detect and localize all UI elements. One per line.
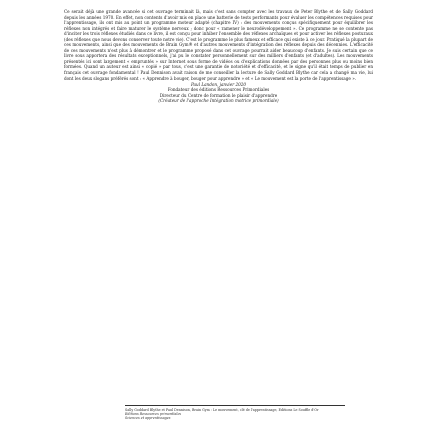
signature-title-2: Directeur du Centre de formation le plaisir d'apprendre — [159, 92, 278, 98]
signature-date: Paul Landon, janvier 2020 — [190, 81, 247, 87]
footnote-divider — [125, 405, 345, 406]
signature-block — [64, 82, 373, 104]
signature-title-1: Fondateur des éditions Ressources Primordiales — [167, 87, 270, 93]
footnote-line-1: Sally Goddard Blythe et Paul Dennison, Brain Gym : Le mouvement, clé de l'apprentissage, Éditions Le Souffle d'Or — [125, 408, 319, 412]
footnote-line-3: Sciences et apprentissages — [125, 416, 171, 421]
signature-title-3: (Créateur de l'approche Intégration motrice primordiale) — [158, 98, 279, 104]
footnote-block — [125, 405, 345, 421]
footnote-line-2: Éditions Ressources primordiales — [125, 412, 182, 417]
body-paragraph: Ce serait déjà une grande avancée si cet ouvrage terminait là, mais c'est sans compter avec les travaux de Peter Blythe et de Sally Goddard depuis les années 1970. En effet, non contents d'avoir mis en place une batterie de tests performants pour évaluer les compétences requises pour l'apprentissage, ils ont mis au point un programme moteur adapté (chapitre IV) : des mouvements conçus spécifiquement pour équilibrer les réflexes non intégrés et faire maturer le système nerveux ; donc pour « ramener le neurodéveloppement ». Ce programme ne se contente pas d'inciter les trois réflexes étudiés dans ce livre, il est conçu pour inhiber l'ensemble des réflexes archaïques et pour activer les réflexes posturaux (des réflexes que nous devons conserver toute notre vie). C'est le programme le plus fameux et efficace qui existe à ce jour. Pratiqué la plupart de ces mouvements, ainsi que des mouvements de Brain Gym® et d'autres mouvements d'intégration des réflexes depuis des décennies. L'efficacité de ces mouvements n'est plus à démontrer et le programme proposé dans cet ouvrage pourrait aider beaucoup d'enfants. Je suis certain que ce livre sous apportera des résultats exceptionnels, j'ai pu le constater personnellement sur des milliers d'enfants (et d'adultes). Les mouvements présentés ici sont largement « empruntés » sur Internet sous forme de vidéos ou d'explications données par des personnes plus ou moins bien formées. Quand un auteur est ainsi « copié » par tous, c'est une garantie de notoriété et d'efficacité, et le signe qu'il était temps de publier en français cet ouvrage fondamental ! Paul Dennison avait raison de me conseiller la lecture de Sally Goddard Blythe car cela a changé ma vie, lui dont les deux slogans préférés sont : « Apprendre à bouger, bouger pour apprendre » et « Le mouvement est la porte de l'apprentissage ». — [64, 9, 373, 81]
